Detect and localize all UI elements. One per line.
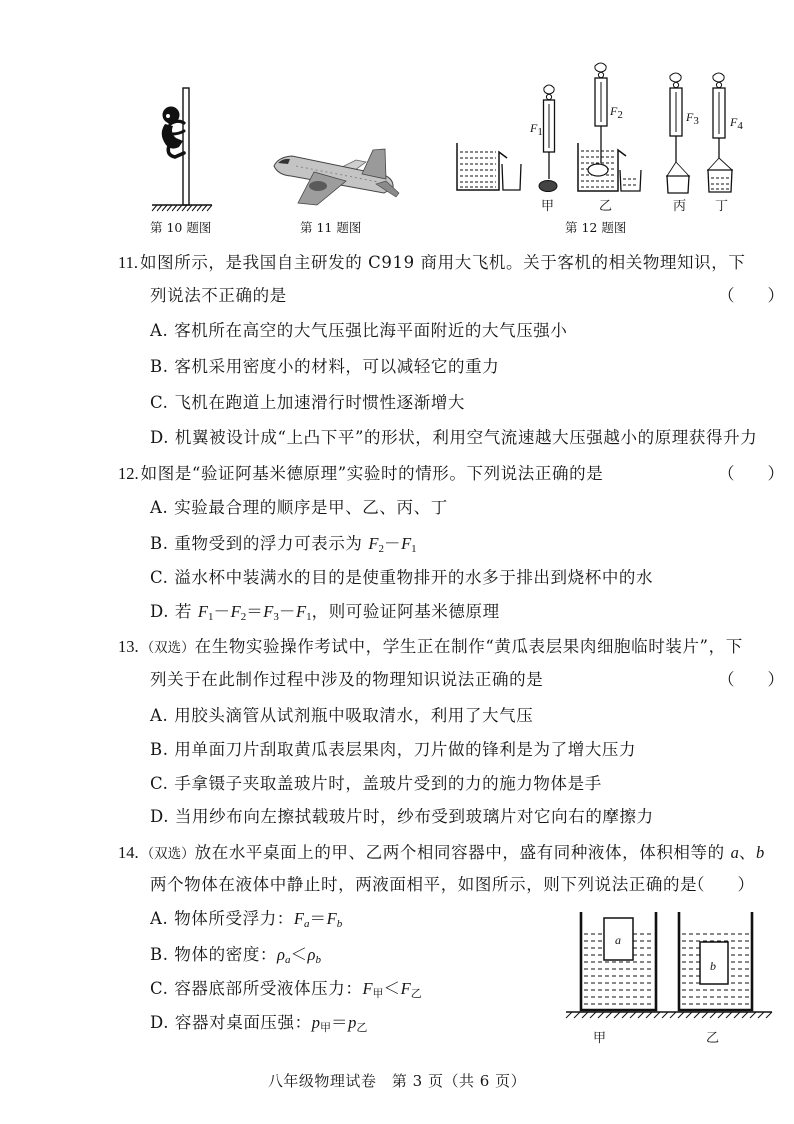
q12-stem-line-1 xyxy=(118,464,603,484)
fig10-pole-climbing xyxy=(152,88,212,211)
question-number: 12. xyxy=(118,464,139,483)
q13-option-b: B. 用单面刀片刮取黄瓜表层果肉，刀片做的锋利是为了增大压力 xyxy=(150,740,637,759)
subscript: b xyxy=(336,918,343,930)
subscript: 2 xyxy=(378,543,384,555)
spring-scale-jia xyxy=(539,85,557,192)
option-text: B. 物体的密度： xyxy=(150,945,278,964)
force-label-f3 xyxy=(686,110,699,127)
pressure-symbol: p xyxy=(348,1013,357,1032)
subscript: 1 xyxy=(306,611,312,623)
object-symbol: b xyxy=(755,843,765,862)
q14-stem-line-2: 两个物体在液体中静止时，两液面相平，如图所示，则下列说法正确的是 xyxy=(150,875,698,894)
option-text: B. 重物受到的浮力可表示为 xyxy=(150,534,369,553)
double-choice-tag: （双选） xyxy=(140,846,195,862)
object-symbol: a xyxy=(730,843,739,862)
fig14-containers xyxy=(560,905,780,1020)
q14-option-d xyxy=(150,1013,367,1033)
table-hatch xyxy=(566,1012,772,1018)
overflow-cup-1 xyxy=(457,143,507,190)
force-symbol: F xyxy=(197,602,208,621)
object-symbol: b xyxy=(710,959,716,973)
fig12-caption: 第 12 题图 xyxy=(565,220,627,235)
fig11-airplane xyxy=(274,149,399,205)
q11-answer-blank: （ ） xyxy=(718,286,784,305)
q13-stem-line-2: 列关于在此制作过程中涉及的物理知识说法正确的是 xyxy=(150,670,544,689)
separator: 、 xyxy=(738,843,756,862)
small-cup-2 xyxy=(620,170,641,191)
question-stem: 在生物实验操作考试中，学生正在制作“黄瓜表层果肉细胞临时装片”，下 xyxy=(194,637,743,656)
force-symbol: F xyxy=(610,104,618,118)
q11-stem-line-2: 列说法不正确的是 xyxy=(150,286,287,305)
subscript: b xyxy=(315,954,321,966)
option-text: C. 容器底部所受液体压力： xyxy=(150,979,363,998)
object-label-a xyxy=(615,933,621,947)
option-text: ，则可验证阿基米德原理 xyxy=(311,602,500,621)
q12-answer-blank: （ ） xyxy=(718,464,784,483)
q13-stem-line-1 xyxy=(118,637,743,658)
subscript: a xyxy=(304,918,310,930)
stage-label-bing: 丙 xyxy=(673,199,687,214)
q14-option-a xyxy=(150,909,342,929)
question-number: 14. xyxy=(118,843,139,862)
subscript: 乙 xyxy=(356,1022,368,1034)
option-text: D. 容器对桌面压强： xyxy=(150,1013,312,1032)
spring-scale-yi xyxy=(595,63,607,163)
q11-stem-line-1 xyxy=(118,253,745,273)
fig10-caption: 第 10 题图 xyxy=(150,220,212,235)
operator: ＝ xyxy=(246,602,264,621)
overflow-cup-2 xyxy=(578,143,626,191)
spring-scale-bing xyxy=(666,73,690,193)
option-text: A. 物体所受浮力： xyxy=(150,909,294,928)
q13-option-c: C. 手拿镊子夹取盖玻片时，盖玻片受到的力的施力物体是手 xyxy=(150,774,602,793)
subscript: 甲 xyxy=(319,1022,331,1034)
object-symbol: a xyxy=(615,933,621,947)
operator: － xyxy=(278,602,296,621)
force-symbol: F xyxy=(326,909,337,928)
question-number: 13. xyxy=(118,637,139,656)
subscript: 3 xyxy=(273,611,279,623)
force-subscript: 4 xyxy=(737,120,743,132)
small-cup-1 xyxy=(502,164,521,190)
force-symbol: F xyxy=(400,979,411,998)
force-label-f2 xyxy=(610,104,623,121)
container-jia xyxy=(581,912,656,1010)
fig12-archimedes-setup xyxy=(457,63,733,193)
force-subscript: 3 xyxy=(693,115,699,127)
q12-option-d xyxy=(150,602,500,622)
subscript: 1 xyxy=(411,543,417,555)
subscript: 乙 xyxy=(410,988,422,1000)
stage-label-jia: 甲 xyxy=(541,199,555,214)
subscript: a xyxy=(284,954,291,966)
operator: ＝ xyxy=(309,909,327,928)
force-label-f1 xyxy=(530,121,543,138)
stage-label-yi: 乙 xyxy=(599,199,613,214)
question-number: 11. xyxy=(118,253,139,272)
operator: ＜ xyxy=(290,945,308,964)
pole xyxy=(183,88,189,205)
option-text: D. 若 xyxy=(150,602,198,621)
spring-scale-ding xyxy=(707,73,733,192)
q12-option-a: A. 实验最合理的顺序是甲、乙、丙、丁 xyxy=(150,498,448,517)
q11-option-b: B. 客机采用密度小的材料，可以减轻它的重力 xyxy=(150,357,500,376)
force-symbol: F xyxy=(730,115,738,129)
container-label-jia: 甲 xyxy=(593,1031,607,1046)
force-symbol: F xyxy=(368,534,379,553)
subscript: 2 xyxy=(240,611,247,623)
q14-option-c xyxy=(150,979,422,999)
force-symbol: F xyxy=(296,602,307,621)
q11-option-c: C. 飞机在跑道上加速滑行时惯性逐渐增大 xyxy=(150,393,466,412)
q13-answer-blank: （ ） xyxy=(718,670,784,689)
stage-label-ding: 丁 xyxy=(715,199,729,214)
force-symbol: F xyxy=(401,534,412,553)
question-stem: 如图所示，是我国自主研发的 C919 商用大飞机。关于客机的相关物理知识，下 xyxy=(140,253,746,272)
density-symbol: ρ xyxy=(307,945,316,964)
operator: － xyxy=(383,534,402,553)
page-footer: 八年级物理试卷 第 3 页（共 6 页） xyxy=(267,1072,527,1090)
density-symbol: ρ xyxy=(277,945,285,964)
q14-option-b xyxy=(150,945,321,965)
q13-option-a: A. 用胶头滴管从试剂瓶中吸取清水，利用了大气压 xyxy=(150,706,534,725)
fig11-caption: 第 11 题图 xyxy=(300,220,362,235)
force-symbol: F xyxy=(263,602,274,621)
pressure-symbol: p xyxy=(311,1013,320,1032)
question-stem: 如图是“验证阿基米德原理”实验时的情形。下列说法正确的是 xyxy=(140,464,604,483)
q14-answer-blank: （ ） xyxy=(688,875,754,894)
object-label-b xyxy=(710,959,716,973)
engine xyxy=(309,181,327,191)
force-symbol: F xyxy=(230,602,241,621)
double-choice-tag: （双选） xyxy=(140,640,195,656)
question-stem: 放在水平桌面上的甲、乙两个相同容器中，盛有同种液体，体积相等的 xyxy=(194,843,731,862)
operator: ＝ xyxy=(330,1013,349,1032)
q11-option-a: A. 客机所在高空的大气压强比海平面附近的大气压强小 xyxy=(150,321,568,340)
force-label-f4 xyxy=(730,115,743,132)
force-symbol: F xyxy=(530,121,538,135)
submerged-object xyxy=(588,164,608,176)
subscript: 1 xyxy=(207,611,214,623)
force-subscript: 2 xyxy=(617,109,623,121)
operator: ＜ xyxy=(383,979,401,998)
operator: － xyxy=(213,602,231,621)
q11-option-d: D. 机翼被设计成“上凸下平”的形状，利用空气流速越大压强越小的原理获得升力 xyxy=(150,428,758,447)
q12-option-b xyxy=(150,534,417,554)
climber-figure xyxy=(162,107,184,158)
tail-fin xyxy=(362,149,386,179)
force-symbol: F xyxy=(362,979,373,998)
q14-stem-line-1 xyxy=(118,843,764,864)
force-symbol: F xyxy=(293,909,304,928)
subscript: 甲 xyxy=(372,988,384,1000)
q13-option-d: D. 当用纱布向左擦拭载玻片时，纱布受到玻璃片对它向右的摩擦力 xyxy=(150,807,654,826)
q12-option-c: C. 溢水杯中装满水的目的是使重物排开的水多于排出到烧杯中的水 xyxy=(150,568,654,587)
container-label-yi: 乙 xyxy=(706,1031,720,1046)
force-subscript: 1 xyxy=(537,126,543,138)
ground-hatch xyxy=(152,205,212,211)
force-symbol: F xyxy=(686,110,694,124)
